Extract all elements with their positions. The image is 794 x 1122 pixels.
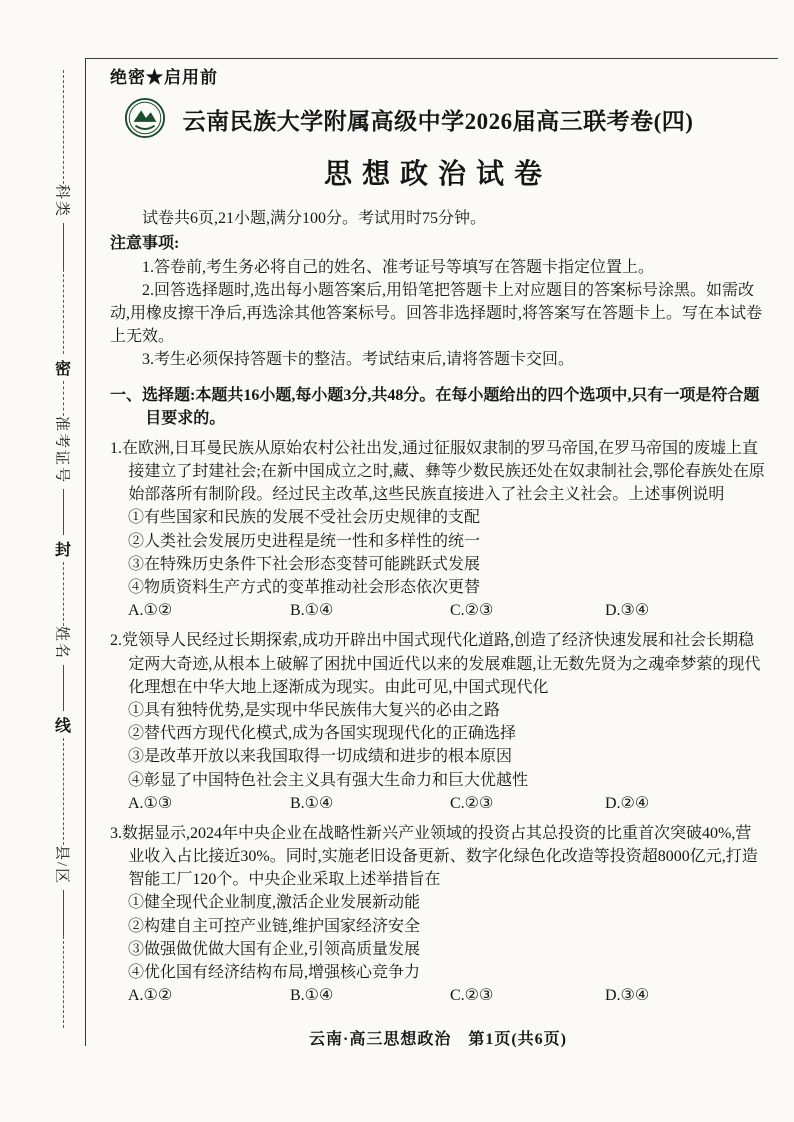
note-item-3: 3.考生必须保持答题卡的整洁。考试结束后,请将答题卡交回。: [142, 351, 575, 369]
question-1-choice-d: D.③④: [605, 602, 650, 620]
note-item-2: 2.回答选择题时,选出每小题答案后,用铅笔把答题卡上对应题目的答案标号涂黑。如需改动,用橡皮擦干净后,再选涂其他答案标号。回答非选择题时,将答案写在答题卡上。写在本试卷上无效。: [110, 281, 763, 346]
secrecy-label: 绝密★启用前: [110, 68, 218, 87]
question-2-choice-b: B.①④: [290, 794, 334, 812]
seal-dash-line: [63, 269, 64, 354]
question-1-choice-b: B.①④: [290, 602, 334, 620]
seal-field-county: [53, 845, 74, 936]
question-2-option-3: ③是改革开放以来我国取得一切成绩和进步的根本原因: [128, 748, 513, 766]
seal-field-name: [53, 626, 74, 711]
seal-binding-strip: [46, 70, 80, 1028]
seal-write-line: [63, 223, 64, 269]
notes-title: 注意事项:: [110, 235, 180, 253]
question-3-choice-b: B.①④: [290, 987, 334, 1005]
question-3-option-1: ①健全现代企业制度,激活企业发展新动能: [128, 894, 421, 912]
exam-info: 试卷共6页,21小题,满分100分。考试用时75分钟。: [142, 210, 487, 228]
question-2-option-2: ②替代西方现代化模式,成为各国实现现代化的正确选择: [128, 725, 517, 743]
question-1-option-2: ②人类社会发展历史进程是统一性和多样性的统一: [128, 532, 481, 550]
question-3-option-3: ③做强做优做大国有企业,引领高质量发展: [128, 940, 421, 958]
question-2-option-1: ①具有独特优势,是实现中华民族伟大复兴的必由之路: [128, 701, 501, 719]
question-2-choices: [128, 792, 766, 815]
question-1-option-3: ③在特殊历史条件下社会形态变替可能跳跃式发展: [128, 555, 481, 573]
question-1: [110, 437, 766, 623]
question-1-stem: 1.在欧洲,日耳曼民族从原始农村公社出发,通过征服奴隶制的罗马帝国,在罗马帝国的废墟上直接建立了封建社会;在新中国成立之时,藏、彝等少数民族还处在奴隶制社会,鄂伦春族处在原始部落所有制阶段。经过民主改革,这些民族直接进入了社会主义社会。上述事例说明: [110, 439, 765, 504]
question-3-choice-a: A.①②: [128, 987, 173, 1005]
question-3-choice-c: C.②③: [450, 987, 494, 1005]
seal-field-county-label: 县/区: [53, 844, 70, 885]
question-3-option-4: ④优化国有经济结构布局,增强核心竞争力: [128, 964, 421, 982]
question-3-stem: 3.数据显示,2024年中央企业在战略性新兴产业领域的投资占其总投资的比重首次突破40%,营业收入占比接近30%。同时,实施老旧设备更新、数字化绿色化改造等投资超8000亿元,打造智能工厂120个。中央企业采取上述举措旨在: [110, 824, 758, 889]
seal-field-name-label: 姓名: [53, 626, 70, 661]
subject-title: 思想政治试卷: [323, 158, 552, 190]
question-2-choice-a: A.①③: [128, 794, 173, 812]
seal-write-line: [63, 890, 64, 936]
question-3-options: [128, 891, 766, 984]
seal-char-xian: 线: [54, 718, 71, 736]
seal-dash-line: [63, 738, 64, 844]
seal-field-admission-number: [53, 416, 74, 535]
exam-title: 云南民族大学附属高级中学2026届高三联考卷(四): [182, 108, 694, 134]
seal-dash-line: [63, 381, 64, 416]
seal-field-class-label: 科类: [53, 183, 70, 218]
exam-header: [110, 99, 766, 145]
seal-border-line: [85, 58, 86, 1046]
question-1-option-1: ①有些国家和民族的发展不受社会历史规律的支配: [128, 509, 481, 527]
question-3: [110, 822, 766, 1008]
question-2-options: [128, 699, 766, 792]
question-2: [110, 629, 766, 815]
exam-content: [110, 64, 766, 1007]
seal-dash-line: [63, 936, 64, 1028]
question-1-option-4: ④物质资料生产方式的变革推动社会形态依次更替: [128, 579, 481, 597]
question-3-option-2: ②构建自主可控产业链,维护国家经济安全: [128, 917, 421, 935]
question-1-options: [128, 506, 766, 599]
seal-dash-line: [63, 562, 64, 626]
school-logo-icon: [124, 97, 166, 146]
seal-write-line: [63, 489, 64, 535]
top-rule: [85, 58, 778, 59]
seal-char-mi: 密: [54, 360, 71, 378]
seal-field-admission-number-label: 准考证号: [53, 416, 70, 485]
section-one-title: 一、选择题:本题共16小题,每小题3分,共48分。在每小题给出的四个选项中,只有一项是符合题目要求的。: [110, 386, 760, 427]
question-3-choice-d: D.③④: [605, 987, 650, 1005]
question-1-choice-a: A.①②: [128, 602, 173, 620]
seal-dash-line: [63, 70, 64, 184]
question-3-choices: [128, 984, 766, 1007]
question-2-choice-c: C.②③: [450, 794, 494, 812]
question-2-option-4: ④彰显了中国特色社会主义具有强大生命力和巨大优越性: [128, 771, 529, 789]
note-item-1: 1.答卷前,考生务必将自己的姓名、准考证号等填写在答题卡指定位置上。: [142, 258, 655, 276]
question-2-stem: 2.党领导人民经过长期探索,成功开辟出中国式现代化道路,创造了经济快速发展和社会长期稳定两大奇迹,从根本上破解了困扰中国近代以来的发展难题,让无数先贤为之魂牵梦萦的现代化理想在中华大地上逐渐成为现实。由此可见,中国式现代化: [110, 632, 761, 696]
question-1-choice-c: C.②③: [450, 602, 494, 620]
seal-field-class: [53, 184, 74, 269]
seal-write-line: [63, 665, 64, 711]
page-footer: 云南·高三思想政治 第1页(共6页): [309, 1031, 567, 1048]
seal-char-feng: 封: [54, 542, 71, 560]
question-2-choice-d: D.②④: [605, 794, 650, 812]
question-1-choices: [128, 599, 766, 622]
